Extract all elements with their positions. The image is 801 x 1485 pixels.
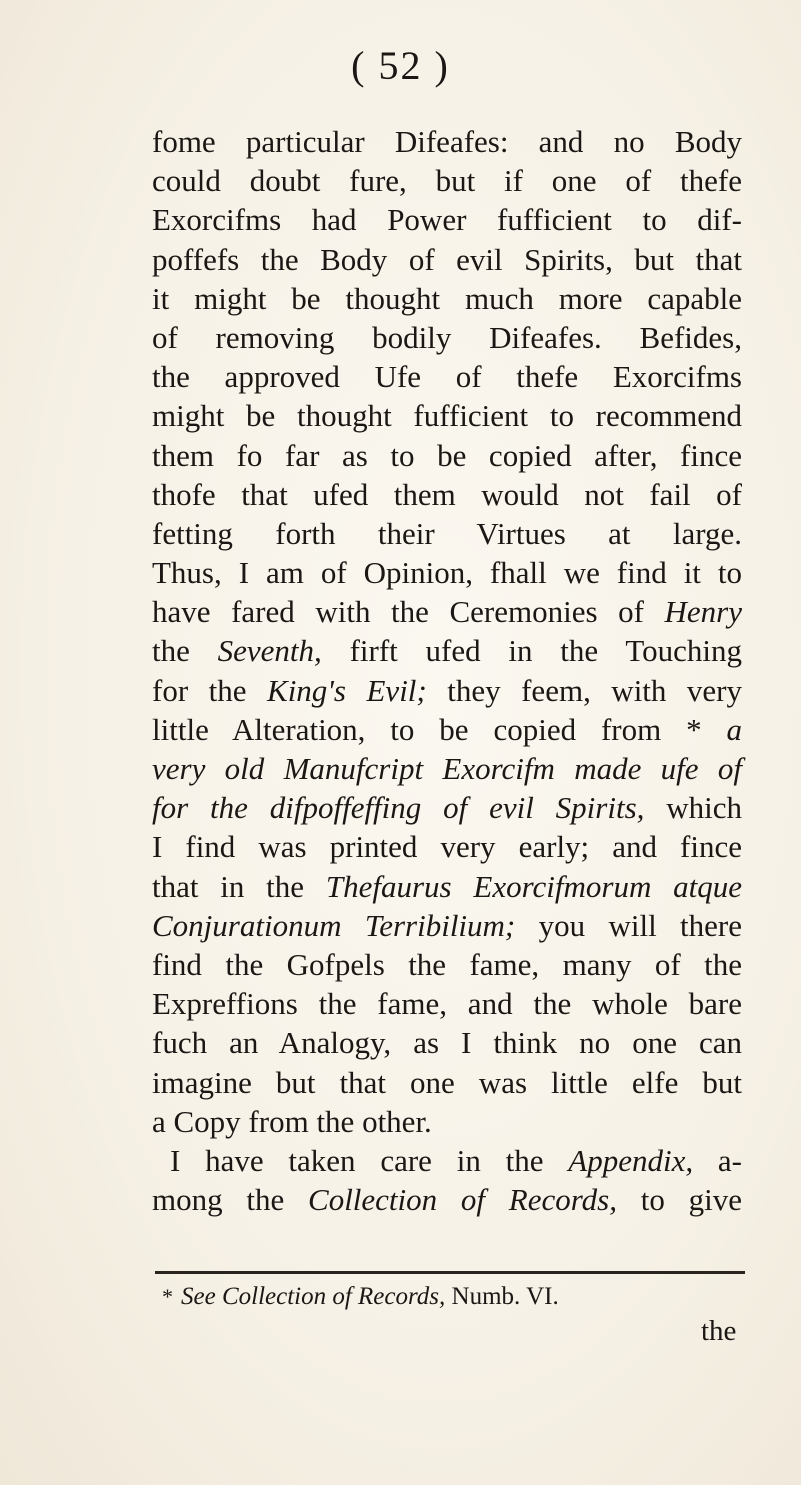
text-line	[152, 945, 742, 984]
footnote-italic: See Collection of Records,	[181, 1283, 446, 1310]
text-run: find the Gofpels the fame, many of the	[152, 946, 742, 982]
catchword: the	[701, 1315, 737, 1347]
italic-run: Appendix,	[568, 1142, 694, 1178]
text-run: a Copy from the other.	[152, 1103, 432, 1139]
text-line	[152, 631, 742, 670]
text-run: firft ufed in the Touching	[321, 633, 742, 669]
text-line	[152, 357, 742, 396]
text-line	[152, 475, 742, 514]
text-line	[152, 396, 742, 435]
italic-run: very old Manufcript Exorcifm made ufe of	[152, 751, 742, 786]
text-run: it might be thought much more capable	[152, 280, 742, 316]
text-line	[152, 122, 742, 161]
text-run: fetting forth their Virtues at large.	[152, 515, 742, 551]
text-run: them fo far as to be copied after, fince	[152, 437, 742, 473]
text-run: Exorcifms had Power fufficient to dif-	[152, 202, 742, 238]
text-line	[152, 1141, 742, 1180]
body-text	[152, 122, 742, 1219]
italic-run: Henry	[664, 594, 742, 630]
text-run: of removing bodily Difeafes. Befides,	[152, 319, 742, 355]
italic-run: Conjurationum Terribilium;	[152, 907, 516, 943]
footnote	[162, 1283, 559, 1311]
text-run: mong the	[152, 1182, 309, 1218]
text-line	[152, 906, 742, 945]
text-run: for the	[152, 672, 268, 708]
text-run: could doubt fure, but if one of thefe	[152, 163, 742, 199]
text-run: Thus, I am of Opinion, fhall we find it to	[152, 555, 742, 591]
text-run: you will there	[515, 907, 742, 943]
text-run: the approved Ufe of thefe Exorcifms	[152, 359, 742, 395]
text-run: which	[644, 790, 742, 826]
italic-run: King's Evil;	[267, 672, 427, 708]
text-line	[152, 749, 742, 788]
text-line	[152, 161, 742, 200]
text-line	[152, 436, 742, 475]
text-line	[152, 318, 742, 357]
text-run: have fared with the Ceremonies of	[152, 594, 665, 630]
text-run: thofe that ufed them would not fail of	[152, 476, 742, 512]
text-run: little Alteration, to be copied from *	[152, 711, 727, 747]
text-line	[152, 984, 742, 1023]
text-line	[152, 514, 742, 553]
text-run: a-	[693, 1142, 742, 1178]
text-run: I find was printed very early; and fince	[152, 829, 742, 865]
footnote-mark: *	[162, 1284, 173, 1309]
page-number: ( 52 )	[351, 43, 450, 88]
italic-run: for the difpoffeffing of evil Spirits,	[152, 790, 645, 826]
text-run: fome particular Difeafes: and no Body	[152, 124, 742, 159]
text-line	[152, 827, 742, 866]
footnote-text: Numb. VI.	[445, 1283, 559, 1310]
text-run: fuch an Analogy, as I think no one can	[152, 1025, 742, 1061]
text-run: to give	[616, 1182, 742, 1218]
text-line	[152, 279, 742, 318]
italic-run: Thefaurus Exorcifmorum atque	[325, 868, 742, 904]
text-run: imagine but that one was little elfe but	[152, 1064, 742, 1100]
footnote-rule	[155, 1271, 745, 1274]
text-line	[152, 1102, 742, 1141]
italic-run: Seventh,	[217, 633, 322, 669]
text-line	[152, 867, 742, 906]
text-run: might be thought fufficient to recommend	[152, 398, 742, 434]
text-line	[152, 788, 742, 827]
text-line	[152, 200, 742, 239]
text-line	[152, 553, 742, 592]
text-line	[152, 1063, 742, 1102]
italic-run: a	[726, 711, 742, 747]
text-run: poffefs the Body of evil Spirits, but that	[152, 241, 742, 277]
text-line	[152, 671, 742, 710]
text-line	[152, 592, 742, 631]
text-run: I have taken care in the	[170, 1142, 569, 1178]
text-run: Expreffions the fame, and the whole bare	[152, 986, 742, 1022]
text-line	[152, 1180, 742, 1219]
text-run: that in the	[152, 868, 326, 904]
text-line	[152, 240, 742, 279]
text-line	[152, 710, 742, 749]
text-run: they feem, with very	[426, 672, 742, 708]
italic-run: Collection of Records,	[308, 1182, 617, 1218]
text-line	[152, 1023, 742, 1062]
text-run: the	[152, 633, 218, 669]
